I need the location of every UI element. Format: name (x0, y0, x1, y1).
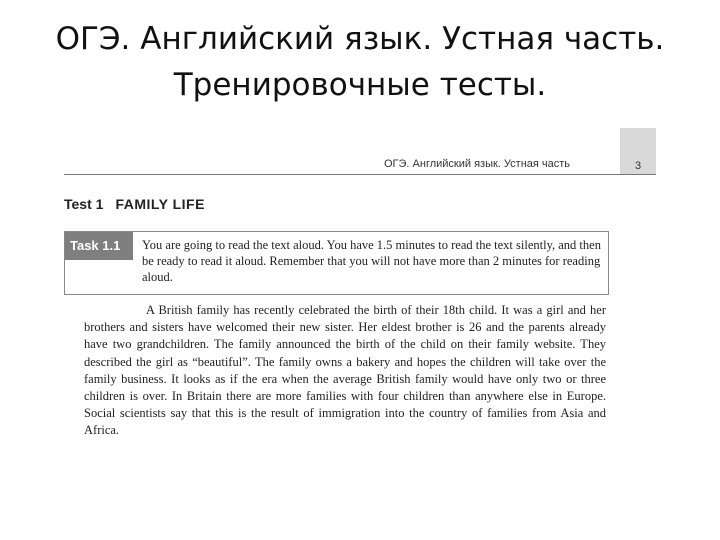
page-number-tab (620, 128, 656, 174)
task-instruction-text: You are going to read the text aloud. You have 1.5 minutes to read the text silently, and then be ready to read it aloud. Remember that you will not have more than 2 minutes for reading aloud. (142, 238, 601, 284)
slide-title-line-1: ОГЭ. Английский язык. Устная часть. (55, 21, 665, 57)
task-instruction-box (64, 231, 609, 295)
page-number: 3 (634, 160, 642, 172)
task-label: Task 1.1 (65, 232, 133, 260)
page-header (64, 156, 656, 175)
slide-title-line-2: Тренировочные тесты. (173, 67, 547, 103)
book-page-scan (64, 128, 656, 468)
test-number: Test 1 (64, 196, 104, 212)
running-header: ОГЭ. Английский язык. Устная часть (384, 158, 571, 170)
test-heading (64, 196, 205, 212)
slide-title (0, 16, 720, 108)
test-topic: FAMILY LIFE (115, 196, 205, 212)
reading-passage: A British family has recently celebrated the birth of their 18th child. It was a girl and her brothers and sisters have welcomed their new sister. Her eldest brother is 26 and the parents already have two grandchildren. The family announced the birth of the child on their family website. They described the girl as “beautiful”. The family owns a bakery and hopes the children will take over the family business. It looks as if the era when the average British family would have only two or three children is over. In Britain there are more families with four children than anywhere else in Europe. Social scientists say that this is the result of immigration into the country of families from Asia and Africa. (84, 303, 606, 438)
